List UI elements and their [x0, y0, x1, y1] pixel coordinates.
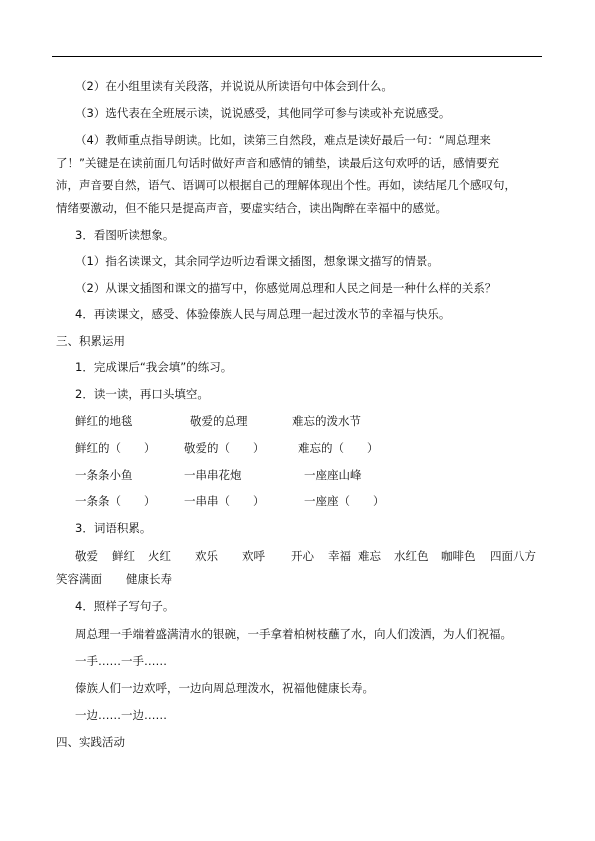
vocab-word: 水红色 — [394, 549, 429, 563]
fill-row-2-col-1: 鲜红的（ ） — [75, 441, 156, 455]
paragraph-step-2: （2）在小组里读有关段落，并说说从所读语句中体会到什么。 — [75, 79, 393, 93]
vocab-word: 难忘 — [358, 549, 381, 563]
item-4: 4．再读课文，感受、体验傣族人民与周总理一起过泼水节的幸福与快乐。 — [75, 307, 451, 321]
paragraph-step-4-line-2: 了！”关键是在读前面几句话时做好声音和感情的铺垫，读最后这句欢呼的话，感情要充 — [56, 156, 499, 170]
paragraph-step-4-line-1: （4）教师重点指导朗读。比如，读第三自然段，难点是读好最后一句：“周总理来 — [75, 133, 491, 147]
s3-item-1: 1．完成课后“我会填”的练习。 — [75, 360, 233, 374]
fill-row-1-col-1: 鲜红的地毯 — [75, 414, 133, 428]
vocab-word: 欢乐 — [195, 549, 218, 563]
fill-row-1-col-2: 敬爱的总理 — [190, 414, 248, 428]
vocab-word: 笑容满面 — [56, 572, 102, 586]
vocab-word: 四面八方 — [490, 549, 536, 563]
vocab-word: 健康长寿 — [126, 572, 172, 586]
fill-row-4-col-1: 一条条（ ） — [75, 494, 156, 508]
example-sentence-1: 周总理一手端着盛满清水的银碗，一手拿着柏树枝蘸了水，向人们泼洒，为人们祝福。 — [75, 627, 512, 641]
s3-item-3: 3．词语积累。 — [75, 521, 152, 535]
fill-row-3-col-1: 一条条小鱼 — [75, 468, 133, 482]
paragraph-step-3: （3）选代表在全班展示读，说说感受，其他同学可参与读或补充说感受。 — [75, 106, 451, 120]
fill-row-2-col-3: 难忘的（ ） — [298, 441, 379, 455]
section-4-heading: 四、实践活动 — [56, 735, 125, 749]
s3-item-4: 4．照样子写句子。 — [75, 599, 175, 613]
pattern-1: 一手……一手…… — [75, 654, 167, 668]
example-sentence-2: 傣族人们一边欢呼，一边向周总理泼水，祝福他健康长寿。 — [75, 681, 374, 695]
fill-row-4-col-2: 一串串（ ） — [184, 494, 265, 508]
paragraph-step-4-line-4: 情绪要激动，但不能只是提高声音，要虚实结合，读出陶醉在幸福中的感觉。 — [56, 201, 447, 215]
section-3-heading: 三、积累运用 — [56, 334, 125, 348]
fill-row-3-col-2: 一串串花炮 — [184, 468, 242, 482]
vocab-word: 敬爱 — [75, 549, 98, 563]
vocab-word: 火红 — [148, 549, 171, 563]
vocab-word: 咖啡色 — [441, 549, 476, 563]
vocab-word: 开心 — [291, 549, 314, 563]
fill-row-1-col-3: 难忘的泼水节 — [292, 414, 361, 428]
vocab-word: 幸福 — [328, 549, 351, 563]
vocab-word: 欢呼 — [242, 549, 265, 563]
fill-row-4-col-3: 一座座（ ） — [304, 494, 385, 508]
vocab-word: 鲜红 — [112, 549, 135, 563]
fill-row-3-col-3: 一座座山峰 — [304, 468, 362, 482]
item-3-sub-2: （2）从课文插图和课文的描写中，你感觉周总理和人民之间是一种什么样的关系？ — [75, 281, 497, 295]
item-3-sub-1: （1）指名读课文，其余同学边听边看课文插图，想象课文描写的情景。 — [75, 254, 439, 268]
paragraph-step-4-line-3: 沛，声音要自然，语气、语调可以根据自己的理解体现出个性。再如，读结尾几个感叹句， — [56, 178, 516, 192]
pattern-2: 一边……一边…… — [75, 708, 167, 722]
item-3-heading: 3．看图听读想象。 — [75, 228, 175, 242]
header-rule — [52, 56, 542, 57]
s3-item-2: 2．读一读，再口头填空。 — [75, 387, 209, 401]
fill-row-2-col-2: 敬爱的（ ） — [184, 441, 265, 455]
